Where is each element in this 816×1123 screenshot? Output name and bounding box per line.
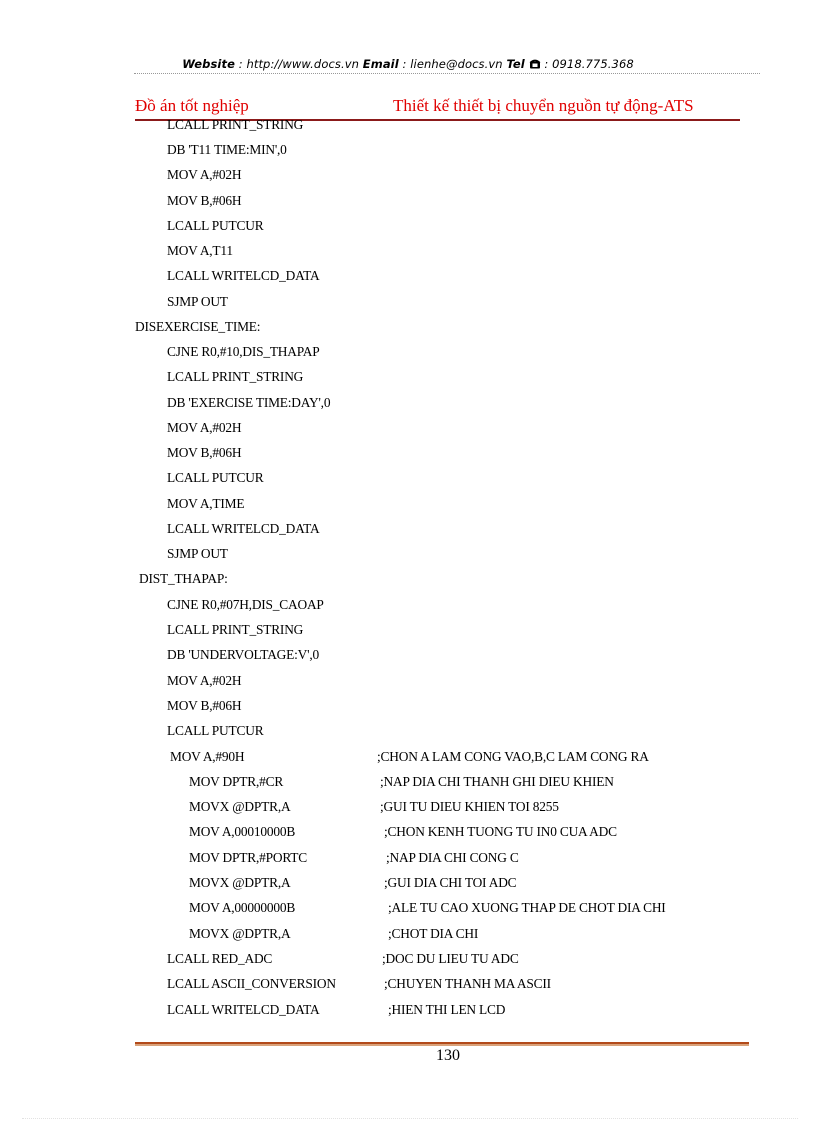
website-value: : http://www.docs.vn <box>234 57 363 71</box>
code-line: LCALL WRITELCD_DATA <box>167 521 320 536</box>
code-label: DISEXERCISE_TIME: <box>135 319 261 334</box>
code-line: LCALL RED_ADC <box>167 951 273 966</box>
code-line: MOV DPTR,#PORTC <box>189 850 307 865</box>
code-line: LCALL PRINT_STRING <box>167 369 304 384</box>
code-comment: ;ALE TU CAO XUONG THAP DE CHOT DIA CHI <box>388 900 666 915</box>
code-line: MOV A,#02H <box>167 673 242 688</box>
code-line: MOV A,TIME <box>167 496 245 511</box>
code-line: LCALL PUTCUR <box>167 470 264 485</box>
code-line: MOV A,#90H <box>170 749 245 764</box>
tel-label: Tel <box>506 57 525 71</box>
code-label: DIST_THAPAP: <box>139 571 228 586</box>
code-line: LCALL PUTCUR <box>167 723 264 738</box>
website-label: Website <box>182 57 235 71</box>
code-line: LCALL WRITELCD_DATA <box>167 1002 320 1017</box>
code-comment: ;GUI DIA CHI TOI ADC <box>384 875 517 890</box>
document-title: Đồ án tốt nghiệp <box>135 96 249 115</box>
code-comment: ;CHOT DIA CHI <box>388 926 479 941</box>
code-line: DB 'T11 TIME:MIN',0 <box>167 142 287 157</box>
code-comment: ;DOC DU LIEU TU ADC <box>382 951 519 966</box>
email-value: : lienhe@docs.vn <box>398 57 507 71</box>
code-line: CJNE R0,#07H,DIS_CAOAP <box>167 597 324 612</box>
code-comment: ;HIEN THI LEN LCD <box>388 1002 506 1017</box>
code-line: CJNE R0,#10,DIS_THAPAP <box>167 344 320 359</box>
code-comment: ;GUI TU DIEU KHIEN TOI 8255 <box>380 799 559 814</box>
code-comment: ;NAP DIA CHI THANH GHI DIEU KHIEN <box>380 774 614 789</box>
code-line: MOV A,#02H <box>167 167 242 182</box>
code-line: MOV B,#06H <box>167 698 242 713</box>
footer-divider <box>135 1042 749 1044</box>
code-line: MOV A,#02H <box>167 420 242 435</box>
tel-value: : 0918.775.368 <box>540 57 634 71</box>
document-subtitle: Thiết kế thiết bị chuyển nguồn tự động-ATS <box>393 96 694 115</box>
code-line: MOV B,#06H <box>167 193 242 208</box>
code-line: MOVX @DPTR,A <box>189 875 291 890</box>
page-number: 130 <box>436 1047 460 1064</box>
code-line: MOV DPTR,#CR <box>189 774 284 789</box>
code-line: LCALL PRINT_STRING <box>167 117 304 132</box>
code-comment: ;CHON A LAM CONG VAO,B,C LAM CONG RA <box>377 749 649 764</box>
code-line: MOV A,T11 <box>167 243 233 258</box>
code-line: LCALL WRITELCD_DATA <box>167 268 320 283</box>
code-comment: ;NAP DIA CHI CONG C <box>386 850 519 865</box>
code-comment: ;CHON KENH TUONG TU IN0 CUA ADC <box>384 824 617 839</box>
code-line: DB 'EXERCISE TIME:DAY',0 <box>167 395 331 410</box>
code-line: LCALL PUTCUR <box>167 218 264 233</box>
page-bottom-divider <box>22 1118 798 1119</box>
code-line: SJMP OUT <box>167 546 228 561</box>
email-label: Email <box>362 57 399 71</box>
telephone-icon <box>529 58 541 72</box>
code-line: MOV A,00000000B <box>189 900 296 915</box>
code-line: LCALL PRINT_STRING <box>167 622 304 637</box>
code-comment: ;CHUYEN THANH MA ASCII <box>384 976 551 991</box>
code-line: MOV A,00010000B <box>189 824 296 839</box>
site-header <box>0 57 816 72</box>
code-line: DB 'UNDERVOLTAGE:V',0 <box>167 647 319 662</box>
code-line: MOVX @DPTR,A <box>189 926 291 941</box>
code-line: MOVX @DPTR,A <box>189 799 291 814</box>
code-line: MOV B,#06H <box>167 445 242 460</box>
code-line: LCALL ASCII_CONVERSION <box>167 976 336 991</box>
code-line: SJMP OUT <box>167 294 228 309</box>
header-divider <box>134 73 760 74</box>
